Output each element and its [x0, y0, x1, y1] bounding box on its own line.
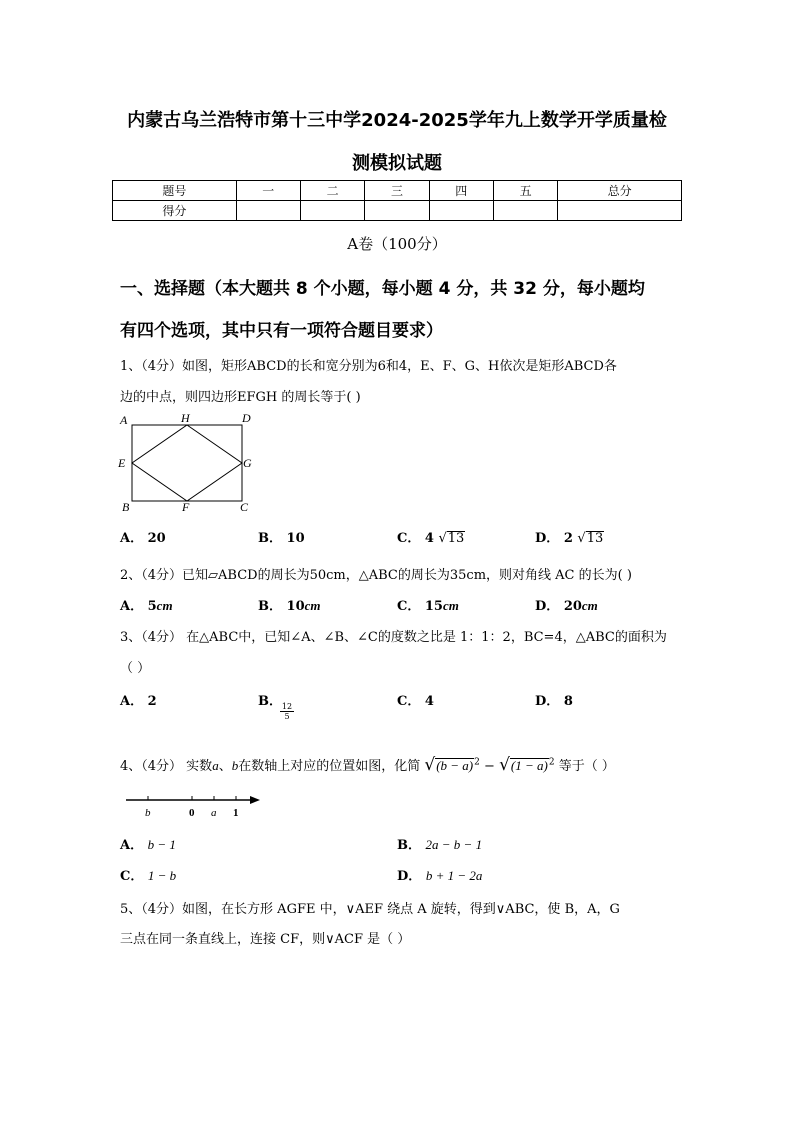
- q4-text: [120, 755, 615, 775]
- sqrt-symbol: √: [424, 755, 436, 775]
- option-key: A．: [120, 838, 144, 853]
- option-unit: cm: [156, 598, 173, 613]
- figure-label-d: D: [242, 411, 251, 425]
- quadrilateral-efgh: [132, 425, 242, 501]
- option-unit: cm: [581, 598, 598, 613]
- axis-label-a: a: [211, 807, 217, 819]
- figure-label-b: B: [122, 500, 130, 514]
- option-value: 20: [147, 531, 166, 546]
- option-key: D．: [535, 531, 560, 546]
- q1-rectangle-figure: [112, 408, 262, 516]
- option-value: 4: [424, 531, 434, 546]
- q1-option-c[interactable]: [397, 527, 465, 546]
- option-key: B．: [258, 694, 282, 709]
- score-cell[interactable]: [236, 201, 300, 221]
- q4-option-d[interactable]: [397, 865, 482, 884]
- figure-label-a: A: [120, 413, 128, 427]
- radicand: 13: [586, 531, 604, 546]
- score-header-cell: 总分: [558, 181, 682, 201]
- q3-option-b[interactable]: [258, 690, 282, 709]
- score-cell[interactable]: [300, 201, 364, 221]
- figure-label-c: C: [240, 500, 249, 514]
- score-cell[interactable]: [558, 201, 682, 221]
- q1-text-line-1: 1、（4分）如图，矩形ABCD的长和宽分别为6和4，E、F、G、H依次是矩形ABCD各: [120, 359, 617, 374]
- figure-label-f: F: [182, 500, 190, 514]
- sqrt-symbol: √: [499, 755, 510, 775]
- rectangle-abcd: [132, 425, 242, 501]
- axis-arrow: [250, 796, 260, 804]
- option-value: 10: [286, 531, 305, 546]
- option-key: D．: [535, 599, 560, 614]
- title-line-2: 测模拟试题: [352, 153, 442, 174]
- q4-text-middle: 在数轴上对应的位置如图，化简: [238, 759, 421, 774]
- score-row-label: 得分: [113, 201, 237, 221]
- option-value: 5: [147, 599, 157, 614]
- option-key: C．: [397, 694, 421, 709]
- axis-label-1: 1: [233, 807, 239, 819]
- q1-option-a[interactable]: [120, 527, 166, 546]
- part-one-heading-line-1: 一、选择题（本大题共 8 个小题，每小题 4 分，共 32 分，每小题均: [120, 279, 645, 299]
- option-unit: cm: [304, 598, 321, 613]
- q2-text: 2、（4分）已知▱ABCD的周长为50cm，△ABC的周长为35cm，则对角线 AC 的长为( ): [120, 568, 632, 583]
- section-a-heading: A卷（100分）: [347, 235, 447, 253]
- axis-label-b: b: [145, 807, 151, 819]
- score-cell[interactable]: [365, 201, 429, 221]
- option-key: A．: [120, 694, 144, 709]
- option-value: 15: [424, 599, 443, 614]
- q3-option-b-fraction: [280, 702, 294, 721]
- radicand-1: (b − a): [436, 758, 474, 773]
- var-a: a: [212, 758, 219, 773]
- option-key: D．: [535, 694, 560, 709]
- figure-label-g: G: [243, 456, 252, 470]
- score-header-cell: 题号: [113, 181, 237, 201]
- q4-option-c[interactable]: [120, 865, 176, 884]
- option-key: C．: [397, 599, 421, 614]
- q4-number-line: [120, 790, 270, 820]
- q3-text-line-1: 3、（4分） 在△ABC中，已知∠A、∠B、∠C的度数之比是 1：1：2，BC=4，△ABC的面积为: [120, 630, 667, 645]
- option-key: C．: [120, 869, 144, 884]
- radicand: 13: [447, 531, 465, 546]
- q2-option-b[interactable]: [258, 595, 321, 614]
- q3-option-a[interactable]: [120, 690, 157, 709]
- q4-text-prefix: 4、（4分） 实数: [120, 759, 213, 774]
- axis-label-0: 0: [189, 807, 195, 819]
- option-key: C．: [397, 531, 421, 546]
- option-key: D．: [397, 869, 422, 884]
- fraction-denominator: 5: [284, 712, 290, 721]
- q2-option-c[interactable]: [397, 595, 459, 614]
- radicand-2: (1 − a): [510, 758, 548, 773]
- option-value: 8: [563, 694, 573, 709]
- option-key: B．: [258, 531, 282, 546]
- exponent: 2: [474, 757, 480, 768]
- figure-label-e: E: [118, 456, 126, 470]
- q2-option-a[interactable]: [120, 595, 173, 614]
- option-value: 2a − b − 1: [425, 837, 483, 852]
- exponent: 2: [548, 757, 555, 768]
- title-line-1: 内蒙古乌兰浩特市第十三中学2024-2025学年九上数学开学质量检: [127, 110, 667, 131]
- score-header-cell: 三: [365, 181, 429, 201]
- score-header-cell: 一: [236, 181, 300, 201]
- q4-option-b[interactable]: [397, 834, 482, 853]
- option-unit: cm: [442, 598, 459, 613]
- q1-option-d[interactable]: [535, 527, 604, 546]
- score-table-header-row: [113, 181, 682, 201]
- option-value: 2: [147, 694, 157, 709]
- option-key: B．: [397, 838, 421, 853]
- score-header-cell: 五: [493, 181, 557, 201]
- option-value: 2: [563, 531, 573, 546]
- var-b: b: [231, 758, 239, 773]
- q3-text-line-2: （ ）: [120, 661, 151, 676]
- option-value: 20: [563, 599, 582, 614]
- score-cell[interactable]: [493, 201, 557, 221]
- option-value: b + 1 − 2a: [425, 868, 483, 883]
- q1-text-line-2: 边的中点，则四边形EFGH 的周长等于( ): [120, 390, 361, 405]
- q5-text-line-1: 5、（4分）如图，在长方形 AGFE 中，∨AEF 绕点 A 旋转，得到∨ABC，使 B，A，G: [120, 902, 620, 917]
- sqrt-symbol: √: [438, 531, 447, 546]
- figure-label-h: H: [181, 411, 190, 425]
- q2-option-d[interactable]: [535, 595, 598, 614]
- q3-option-d[interactable]: [535, 690, 573, 709]
- q5-text-line-2: 三点在同一条直线上，连接 CF，则∨ACF 是（ ）: [120, 932, 411, 947]
- option-value: 1 − b: [147, 868, 177, 883]
- q4-option-a[interactable]: [120, 834, 176, 853]
- option-value: 10: [286, 599, 305, 614]
- q1-option-b[interactable]: [258, 527, 305, 546]
- score-cell[interactable]: [429, 201, 493, 221]
- score-table: [112, 180, 682, 221]
- option-key: A．: [120, 599, 144, 614]
- part-one-heading-line-2: 有四个选项，其中只有一项符合题目要求）: [120, 321, 443, 341]
- option-key: B．: [258, 599, 282, 614]
- separator: 、: [218, 759, 232, 774]
- score-table-score-row: [113, 201, 682, 221]
- score-header-cell: 四: [429, 181, 493, 201]
- score-header-cell: 二: [300, 181, 364, 201]
- q4-text-suffix: 等于（ ）: [558, 759, 615, 774]
- minus-sign: −: [484, 759, 495, 774]
- option-value: b − 1: [147, 837, 176, 852]
- fraction-numerator: 12: [281, 702, 293, 711]
- sqrt-symbol: √: [577, 531, 586, 546]
- q3-option-c[interactable]: [397, 690, 434, 709]
- option-key: A．: [120, 531, 144, 546]
- option-value: 4: [424, 694, 434, 709]
